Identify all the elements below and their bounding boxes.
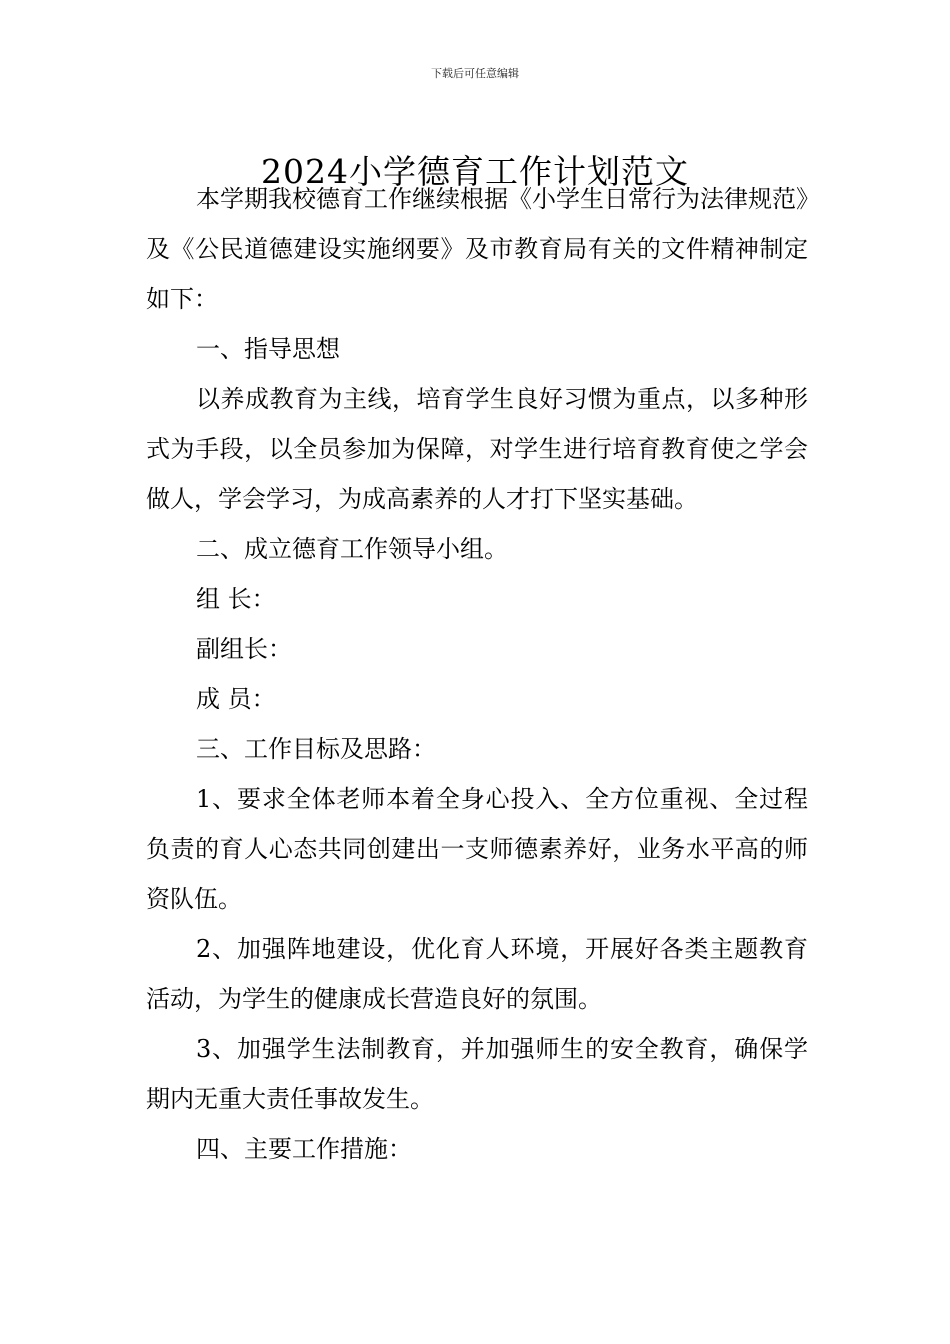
document-title: 2024小学德育工作计划范文	[261, 152, 689, 192]
paragraph-guiding-ideology: 以养成教育为主线，培育学生良好习惯为重点，以多种形式为手段，以全员参加为保障，对学生进行培育教育使之学会做人，学会学习，为成高素养的人才打下坚实基础。	[146, 385, 808, 513]
section-heading-measures: 四、主要工作措施：	[196, 1135, 412, 1163]
goal-item-1: 1、要求全体老师本着全身心投入、全方位重视、全过程负责的育人心态共同创建出一支师德素养好，业务水平高的师资队伍。	[146, 785, 808, 913]
leader-line: 组 长：	[196, 585, 276, 613]
section-heading-guiding-ideology: 一、指导思想	[196, 335, 340, 363]
goal-item-3: 3、加强学生法制教育，并加强师生的安全教育，确保学期内无重大责任事故发生。	[146, 1035, 808, 1113]
members-line: 成 员：	[196, 685, 276, 713]
header-note: 下载后可任意编辑	[431, 67, 519, 80]
deputy-leader-line: 副组长：	[196, 635, 292, 663]
section-heading-leadership-group: 二、成立德育工作领导小组。	[196, 535, 508, 563]
paragraph-intro: 本学期我校德育工作继续根据《小学生日常行为法律规范》及《公民道德建设实施纲要》及市教育局有关的文件精神制定如下：	[146, 185, 808, 313]
section-heading-goals: 三、工作目标及思路：	[196, 735, 436, 763]
goal-item-2: 2、加强阵地建设，优化育人环境，开展好各类主题教育活动，为学生的健康成长营造良好的氛围。	[146, 935, 808, 1013]
document-body	[146, 174, 808, 1174]
